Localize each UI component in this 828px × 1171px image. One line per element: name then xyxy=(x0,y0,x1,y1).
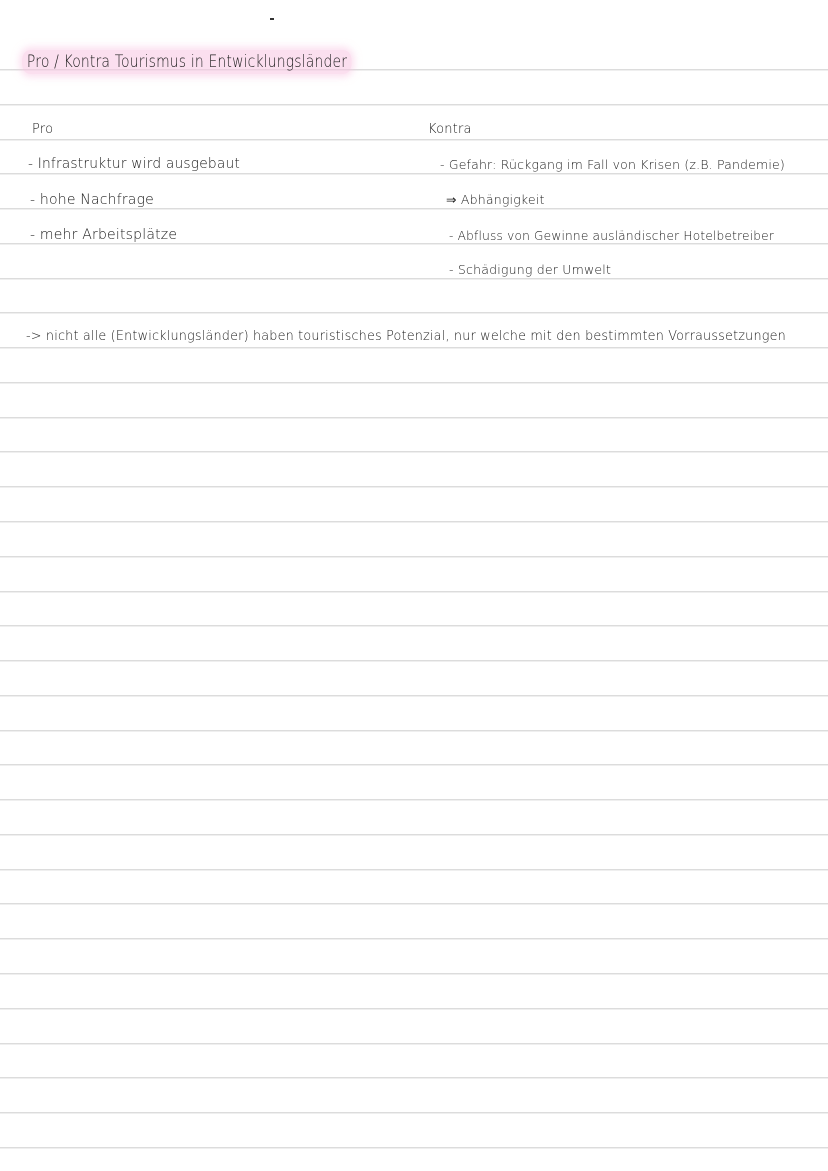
ruled-line xyxy=(0,625,828,626)
ruled-line xyxy=(0,382,828,383)
ruled-line xyxy=(0,486,828,487)
kontra-item: - Abfluss von Gewinne ausländischer Hotelbetreiber xyxy=(449,228,775,243)
ruled-line xyxy=(0,869,828,870)
ruled-line xyxy=(0,799,828,800)
ruled-line xyxy=(0,660,828,661)
stray-pen-mark xyxy=(270,18,274,20)
ruled-line xyxy=(0,764,828,765)
ruled-line xyxy=(0,730,828,731)
ruled-line xyxy=(0,312,828,313)
ruled-line xyxy=(0,208,828,209)
page-title: Pro / Kontra Tourismus in Entwicklungsländer xyxy=(22,50,352,74)
ruled-line xyxy=(0,591,828,592)
ruled-line xyxy=(0,1077,828,1078)
pro-header: Pro xyxy=(32,122,54,137)
kontra-item: - Gefahr: Rückgang im Fall von Krisen (z.B. Pandemie) xyxy=(440,157,785,172)
ruled-line xyxy=(0,556,828,557)
ruled-line xyxy=(0,104,828,105)
pro-item: - hohe Nachfrage xyxy=(30,192,154,208)
ruled-line xyxy=(0,834,828,835)
ruled-line xyxy=(0,139,828,140)
ruled-line xyxy=(0,903,828,904)
kontra-header: Kontra xyxy=(428,122,472,137)
ruled-line xyxy=(0,347,828,348)
ruled-line xyxy=(0,243,828,244)
ruled-line xyxy=(0,278,828,279)
ruled-line xyxy=(0,417,828,418)
pro-item: - Infrastruktur wird ausgebaut xyxy=(28,156,240,172)
ruled-line xyxy=(0,1112,828,1113)
ruled-line xyxy=(0,1008,828,1009)
kontra-item: ⇒ Abhängigkeit xyxy=(446,192,545,207)
ruled-line xyxy=(0,973,828,974)
ruled-line xyxy=(0,695,828,696)
conclusion-note: -> nicht alle (Entwicklungsländer) haben touristisches Potenzial, nur welche mit den bestimmten Vorraussetzungen xyxy=(26,328,786,344)
ruled-line xyxy=(0,1147,828,1148)
kontra-item: - Schädigung der Umwelt xyxy=(449,262,612,277)
pro-item: - mehr Arbeitsplätze xyxy=(30,227,178,243)
ruled-line xyxy=(0,521,828,522)
ruled-line xyxy=(0,938,828,939)
ruled-line xyxy=(0,173,828,174)
ruled-line xyxy=(0,451,828,452)
ruled-line xyxy=(0,1043,828,1044)
